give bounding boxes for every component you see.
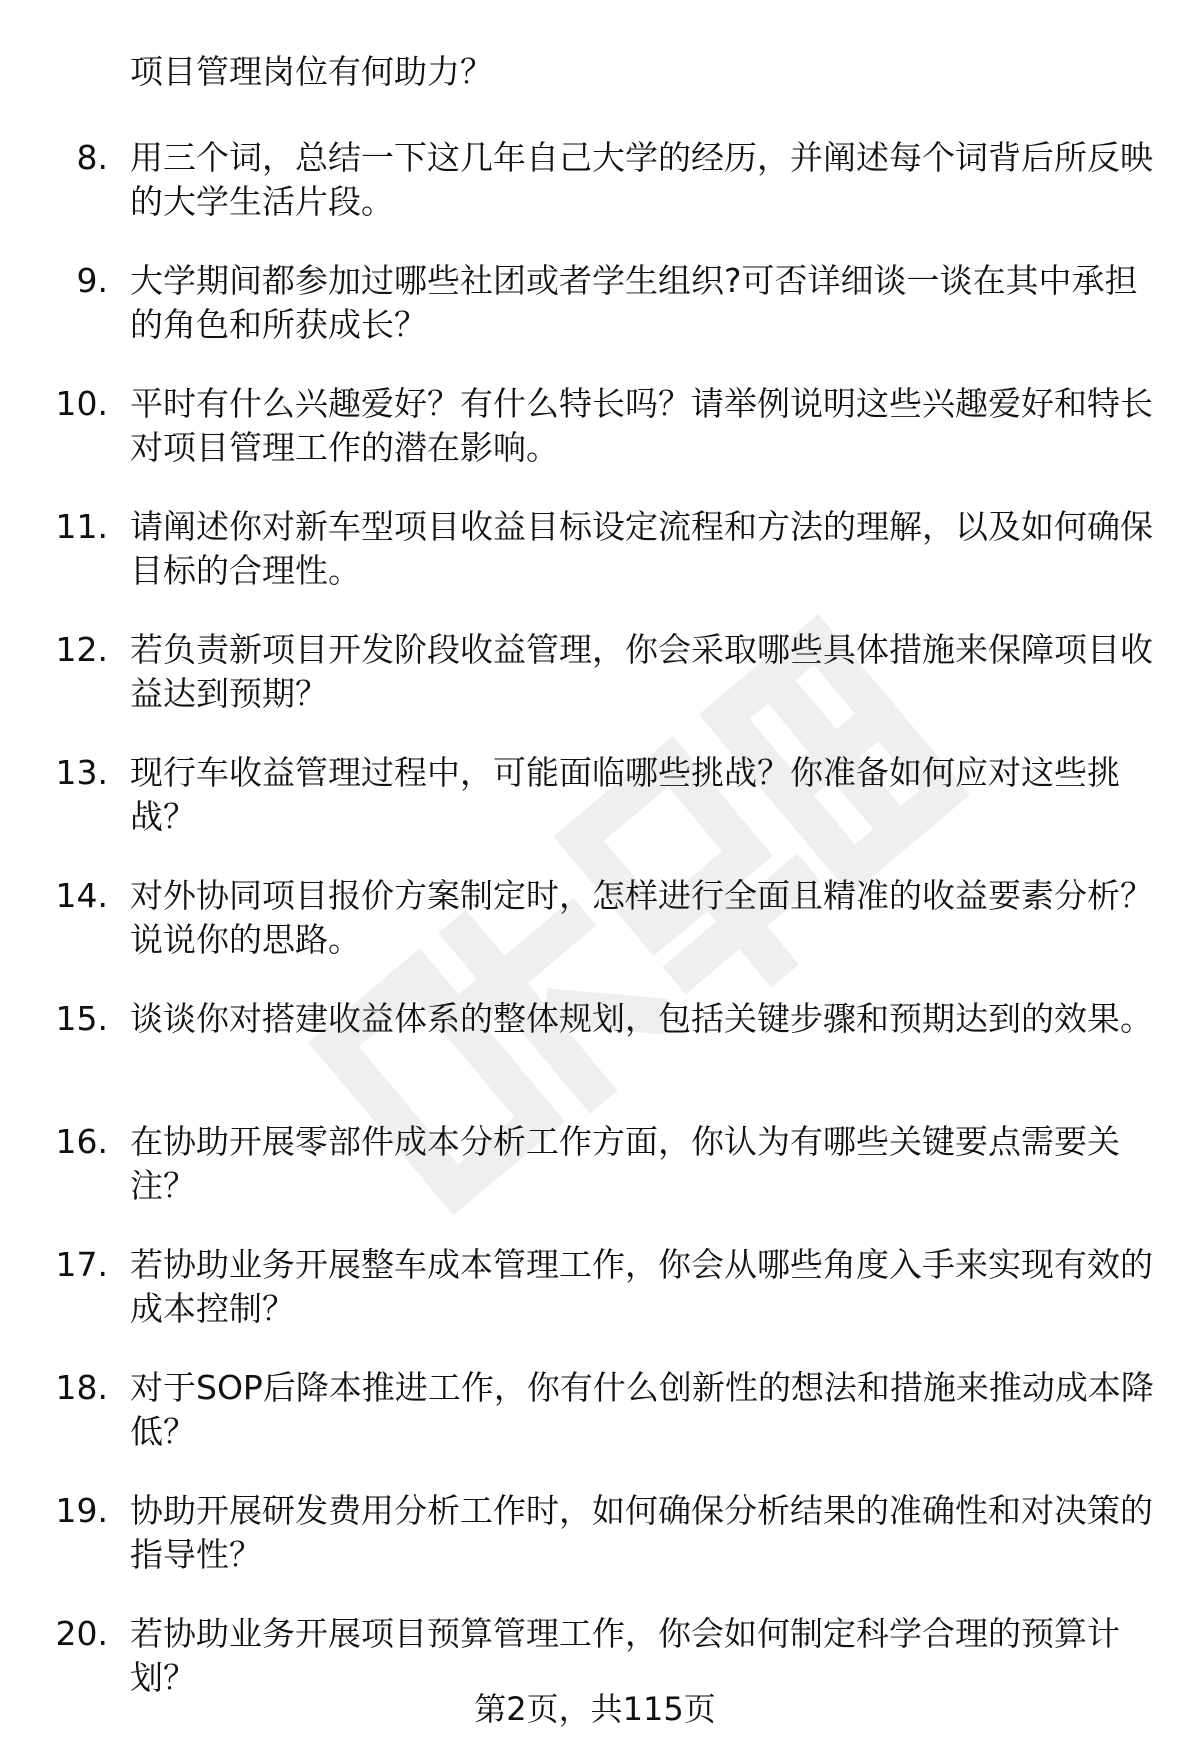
question-item	[0, 1366, 1190, 1489]
question-text: 在协助开展零部件成本分析工作方面，你认为有哪些关键要点需要关注？	[130, 1122, 1120, 1205]
question-text: 平时有什么兴趣爱好？有什么特长吗？请举例说明这些兴趣爱好和特长对项目管理工作的潜在影响。	[130, 384, 1153, 467]
question-number: 12.	[55, 630, 108, 669]
question-item	[0, 136, 1190, 259]
question-text: 若协助业务开展整车成本管理工作，你会从哪些角度入手来实现有效的成本控制？	[130, 1245, 1153, 1328]
question-item	[0, 1120, 1190, 1243]
question-item	[0, 1489, 1190, 1612]
question-text: 协助开展研发费用分析工作时，如何确保分析结果的准确性和对决策的指导性？	[130, 1491, 1153, 1574]
question-number: 17.	[55, 1245, 108, 1284]
question-text: 用三个词，总结一下这几年自己大学的经历，并阐述每个词背后所反映的大学生活片段。	[130, 138, 1153, 221]
question-number: 13.	[55, 753, 108, 792]
question-number: 19.	[55, 1491, 108, 1530]
question-item	[0, 505, 1190, 628]
question-item	[0, 382, 1190, 505]
question-item	[0, 751, 1190, 874]
continued-question-text: 项目管理岗位有何助力？	[130, 52, 493, 91]
question-number: 8.	[76, 138, 108, 177]
question-number: 11.	[55, 507, 108, 546]
question-number: 15.	[55, 999, 108, 1038]
question-item	[0, 259, 1190, 382]
question-item	[0, 997, 1190, 1120]
question-text: 若协助业务开展项目预算管理工作，你会如何制定科学合理的预算计划？	[130, 1614, 1120, 1697]
question-text: 若负责新项目开发阶段收益管理，你会采取哪些具体措施来保障项目收益达到预期？	[130, 630, 1153, 713]
question-number: 10.	[55, 384, 108, 423]
question-text: 对于SOP后降本推进工作，你有什么创新性的想法和措施来推动成本降低？	[130, 1368, 1154, 1451]
question-number: 18.	[55, 1368, 108, 1407]
question-text: 大学期间都参加过哪些社团或者学生组织?可否详细谈一谈在其中承担的角色和所获成长？	[130, 261, 1138, 344]
question-number: 20.	[55, 1614, 108, 1653]
question-number: 14.	[55, 876, 108, 915]
question-number: 16.	[55, 1122, 108, 1161]
question-text: 对外协同项目报价方案制定时，怎样进行全面且精准的收益要素分析？说说你的思路。	[130, 876, 1153, 959]
question-text: 现行车收益管理过程中，可能面临哪些挑战？你准备如何应对这些挑战？	[130, 753, 1120, 836]
question-text: 请阐述你对新车型项目收益目标设定流程和方法的理解，以及如何确保目标的合理性。	[130, 507, 1153, 590]
question-number: 9.	[76, 261, 108, 300]
question-item	[0, 1243, 1190, 1366]
question-item	[0, 628, 1190, 751]
question-item	[0, 874, 1190, 997]
question-list	[0, 136, 1190, 1735]
question-text: 谈谈你对搭建收益体系的整体规划，包括关键步骤和预期达到的效果。	[130, 999, 1153, 1038]
page-number-footer: 第2页，共115页	[474, 1690, 716, 1728]
